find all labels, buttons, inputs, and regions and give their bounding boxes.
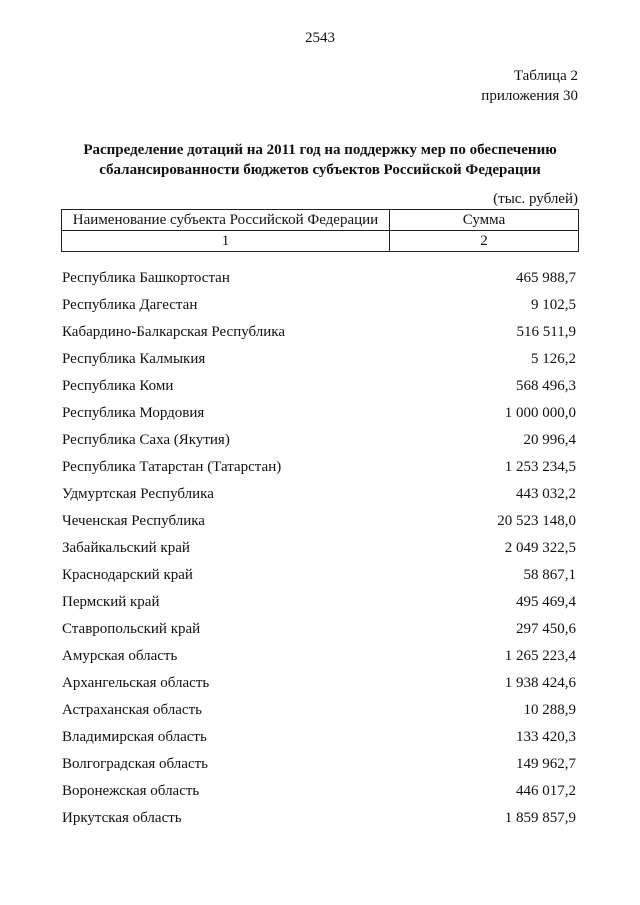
subject-amount: 20 523 148,0 <box>497 513 576 529</box>
header-row <box>62 210 579 231</box>
table-row <box>62 778 576 805</box>
table-row <box>62 292 576 319</box>
table-row <box>62 643 576 670</box>
appendix-name: приложения 30 <box>481 88 578 104</box>
units-label: (тыс. рублей) <box>493 191 578 207</box>
subject-name: Чеченская Республика <box>62 513 205 529</box>
subject-name: Краснодарский край <box>62 567 193 583</box>
subject-amount: 568 496,3 <box>516 378 576 394</box>
table-row <box>62 373 576 400</box>
table-row <box>62 346 576 373</box>
column-number-1: 1 <box>62 231 390 252</box>
subject-amount: 2 049 322,5 <box>504 540 576 556</box>
subject-amount: 5 126,2 <box>531 351 576 367</box>
table-row <box>62 265 576 292</box>
subject-amount: 1 000 000,0 <box>504 405 576 421</box>
subject-name: Волгоградская область <box>62 756 208 772</box>
table-row <box>62 562 576 589</box>
subject-amount: 1 859 857,9 <box>504 810 576 826</box>
table-row <box>62 400 576 427</box>
subject-amount: 58 867,1 <box>523 567 576 583</box>
table-row <box>62 751 576 778</box>
table-row <box>62 481 576 508</box>
header-amount: Сумма <box>390 210 579 231</box>
subject-amount: 1 253 234,5 <box>504 459 576 475</box>
subject-name: Владимирская область <box>62 729 207 745</box>
subject-name: Ставропольский край <box>62 621 201 637</box>
table-body <box>62 265 576 832</box>
subject-name: Амурская область <box>62 648 178 664</box>
table-header <box>61 209 579 252</box>
subject-amount: 133 420,3 <box>516 729 576 745</box>
column-number-2: 2 <box>390 231 579 252</box>
subject-amount: 149 962,7 <box>516 756 576 772</box>
subject-amount: 1 938 424,6 <box>504 675 576 691</box>
subject-name: Республика Саха (Якутия) <box>62 432 230 448</box>
table-row <box>62 319 576 346</box>
subject-name: Воронежская область <box>62 783 200 799</box>
table-row <box>62 427 576 454</box>
subject-name: Архангельская область <box>62 675 210 691</box>
table-row <box>62 670 576 697</box>
subject-amount: 20 996,4 <box>523 432 576 448</box>
table-row <box>62 454 576 481</box>
subject-name: Забайкальский край <box>62 540 190 556</box>
subject-name: Иркутская область <box>62 810 182 826</box>
subject-name: Удмуртская Республика <box>62 486 214 502</box>
table-row <box>62 724 576 751</box>
subject-name: Республика Калмыкия <box>62 351 206 367</box>
column-number-row <box>62 231 579 252</box>
table-row <box>62 535 576 562</box>
table-row <box>62 697 576 724</box>
subject-amount: 465 988,7 <box>516 270 576 286</box>
subject-name: Астраханская область <box>62 702 202 718</box>
subject-name: Республика Дагестан <box>62 297 198 313</box>
table-row <box>62 508 576 535</box>
header-subject-name: Наименование субъекта Российской Федерации <box>62 210 390 231</box>
subject-name: Республика Мордовия <box>62 405 205 421</box>
subject-amount: 516 511,9 <box>516 324 576 340</box>
appendix-table-label: Таблица 2 <box>513 68 578 84</box>
subject-amount: 446 017,2 <box>516 783 576 799</box>
appendix-reference <box>481 66 578 106</box>
page-number: 2543 <box>305 30 335 46</box>
subject-name: Республика Башкортостан <box>62 270 230 286</box>
subject-amount: 495 469,4 <box>516 594 576 610</box>
subject-amount: 1 265 223,4 <box>504 648 576 664</box>
subject-amount: 10 288,9 <box>523 702 576 718</box>
subject-name: Кабардино-Балкарская Республика <box>62 324 286 340</box>
subject-name: Республика Татарстан (Татарстан) <box>62 459 282 475</box>
subject-name: Пермский край <box>62 594 160 610</box>
table-row <box>62 616 576 643</box>
subject-name: Республика Коми <box>62 378 174 394</box>
subject-amount: 443 032,2 <box>516 486 576 502</box>
subject-amount: 9 102,5 <box>531 297 576 313</box>
title-line-2: сбалансированности бюджетов субъектов Российской Федерации <box>99 162 541 178</box>
table-row <box>62 589 576 616</box>
subject-amount: 297 450,6 <box>516 621 576 637</box>
table-row <box>62 805 576 832</box>
document-title <box>60 140 580 180</box>
title-line-1: Распределение дотаций на 2011 год на поддержку мер по обеспечению <box>83 142 557 158</box>
